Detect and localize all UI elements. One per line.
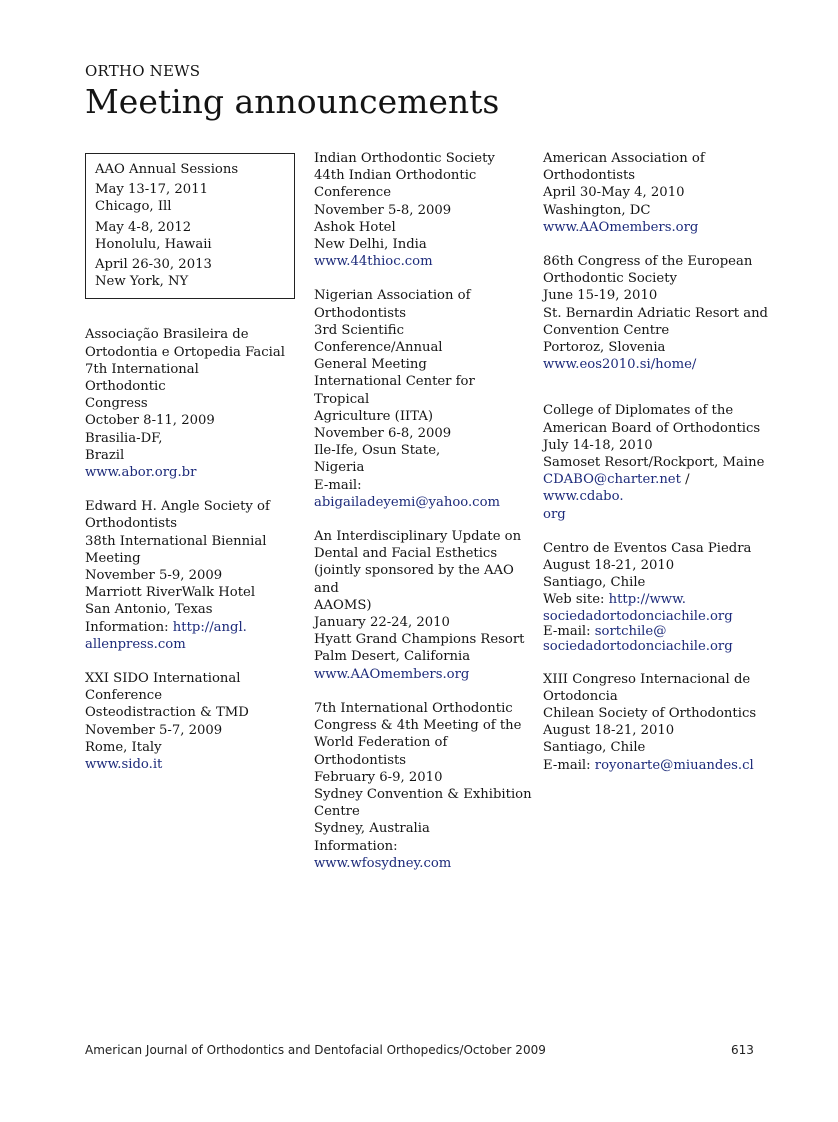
entry-interdisciplinary-update: [314, 528, 534, 683]
session-2013: [95, 256, 285, 290]
entry-nigerian-association: [314, 287, 534, 511]
page-title: Meeting announcements: [85, 82, 500, 121]
entry-line: American Board of Orthodontics: [543, 420, 761, 436]
entry-line: Orthodontists: [543, 168, 636, 184]
entry-line: Indian Orthodontic Society: [314, 151, 495, 166]
entry-line: 44th Indian Orthodontic: [314, 168, 477, 184]
chile-email-link[interactable]: sortchile@: [594, 623, 667, 639]
entry-line: American Association of: [543, 151, 705, 166]
sido-link[interactable]: www.sido.it: [85, 757, 163, 773]
entry-line: An Interdisciplinary Update on: [314, 529, 522, 545]
eos-link[interactable]: www.eos2010.si/home/: [543, 357, 697, 373]
box-title: AAO Annual Sessions: [95, 162, 239, 177]
ioc-link[interactable]: www.44thioc.com: [314, 254, 433, 270]
entry-line: June 15-19, 2010: [543, 288, 658, 304]
entry-line: Meeting: [85, 550, 141, 566]
session-2011: [95, 181, 285, 215]
entry-line: General Meeting: [314, 357, 427, 373]
entry-indian-society: [314, 150, 534, 270]
aao-members-link[interactable]: www.AAOmembers.org: [314, 666, 470, 682]
entry-line: Conference: [314, 185, 392, 201]
entry-line: Associação Brasileira de: [85, 327, 249, 343]
cdabo-web-link[interactable]: www.cdabo.: [543, 489, 624, 505]
chile-email-link-cont[interactable]: sociedadortodonciachile.org: [543, 638, 733, 654]
entry-line: August 18-21, 2010: [543, 723, 675, 739]
entry-line: Ortodoncia: [543, 688, 618, 704]
entry-cdabo: [543, 402, 773, 522]
entry-line: Centro de Eventos Casa Piedra: [543, 540, 752, 556]
entry-line: Centre: [314, 804, 360, 820]
entry-line: Santiago, Chile: [543, 575, 646, 591]
entry-line: (jointly sponsored by the AAO and: [314, 563, 514, 596]
entry-line: Ashok Hotel: [314, 219, 396, 235]
chilean-email-link[interactable]: royonarte@miuandes.cl: [594, 757, 754, 773]
link-prefix: Information:: [85, 619, 173, 635]
entry-line: 7th International: [85, 361, 199, 377]
entry-line: Brasilia-DF,: [85, 430, 163, 446]
entry-line: Conference: [85, 688, 163, 704]
entry-aao: [543, 150, 773, 236]
entry-line: St. Bernardin Adriatic Resort and: [543, 305, 768, 321]
entry-line: New Delhi, India: [314, 237, 427, 253]
entry-line: Congress: [85, 396, 148, 412]
entry-line: Nigeria: [314, 460, 365, 476]
chile-web-link[interactable]: http://www.: [608, 592, 686, 608]
entry-line: April 30-May 4, 2010: [543, 185, 685, 201]
link-prefix: Information:: [314, 838, 398, 854]
angle-link[interactable]: http://angl.: [172, 619, 247, 635]
journal-footer: American Journal of Orthodontics and Dentofacial Orthopedics/October 2009: [85, 1043, 546, 1057]
entry-line: Rome, Italy: [85, 739, 162, 755]
aao-members-link[interactable]: www.AAOmembers.org: [543, 219, 699, 235]
entry-line: January 22-24, 2010: [314, 615, 450, 631]
entry-eos: [543, 253, 773, 373]
session-dates: April 26-30, 2013: [95, 257, 212, 273]
entry-line: November 6-8, 2009: [314, 426, 452, 442]
entry-line: October 8-11, 2009: [85, 413, 215, 429]
entry-sido: [85, 670, 295, 773]
entry-line: November 5-9, 2009: [85, 568, 223, 584]
entry-line: Portoroz, Slovenia: [543, 340, 666, 356]
entry-angle-society: [85, 498, 295, 653]
entry-line: Congress & 4th Meeting of the: [314, 718, 522, 734]
entry-line: August 18-21, 2010: [543, 558, 675, 574]
entry-line: 86th Congress of the European: [543, 254, 753, 270]
session-dates: May 4-8, 2012: [95, 219, 192, 235]
entry-line: Washington, DC: [543, 202, 651, 218]
link-prefix: E-mail:: [543, 757, 595, 773]
entry-line: AAOMS): [314, 597, 372, 613]
entry-line: Sydney, Australia: [314, 821, 430, 837]
page-number: 613: [731, 1043, 754, 1057]
entry-line: Hyatt Grand Champions Resort: [314, 632, 525, 648]
entry-line: Chilean Society of Orthodontics: [543, 706, 757, 722]
entry-line: Ile-Ife, Osun State,: [314, 443, 441, 459]
entry-line: 7th International Orthodontic: [314, 700, 513, 716]
entry-line: Orthodontists: [314, 752, 407, 768]
entry-line: 38th International Biennial: [85, 533, 267, 549]
entry-line: XXI SIDO International: [85, 671, 241, 687]
column-3: [543, 150, 773, 791]
angle-link-cont[interactable]: allenpress.com: [85, 636, 186, 652]
entry-line: San Antonio, Texas: [85, 602, 213, 618]
cdabo-web-link-cont[interactable]: org: [543, 506, 566, 522]
entry-line: Orthodontists: [85, 516, 178, 532]
entry-chilean-congress: [543, 671, 773, 774]
section-label: ORTHO NEWS: [85, 62, 201, 80]
entry-line: July 14-18, 2010: [543, 437, 653, 453]
entry-wfo-congress: [314, 700, 534, 872]
session-dates: May 13-17, 2011: [95, 182, 208, 198]
email-prefix: E-mail:: [543, 623, 595, 639]
entry-line: Dental and Facial Esthetics: [314, 546, 498, 562]
aao-sessions-box: [85, 153, 295, 299]
entry-line: November 5-7, 2009: [85, 722, 223, 738]
entry-line: World Federation of: [314, 735, 448, 751]
nigeria-email-link[interactable]: abigailadeyemi@yahoo.com: [314, 494, 501, 510]
link-prefix: E-mail:: [314, 477, 362, 493]
entry-line: International Center for Tropical: [314, 374, 475, 407]
session-place: New York, NY: [95, 274, 189, 290]
entry-line: Samoset Resort/Rockport, Maine: [543, 455, 765, 471]
session-place: Honolulu, Hawaii: [95, 236, 212, 252]
entry-line: February 6-9, 2010: [314, 769, 443, 785]
chile-web-link-cont[interactable]: sociedadortodonciachile.org: [543, 608, 733, 624]
entry-line: Orthodontic Society: [543, 271, 677, 287]
entry-line: November 5-8, 2009: [314, 202, 452, 218]
entry-line: Ortodontia e Ortopedia Facial: [85, 344, 285, 360]
entry-line: Agriculture (IITA): [314, 408, 433, 424]
entry-casa-piedra: [543, 540, 773, 654]
entry-line: XIII Congreso Internacional de: [543, 671, 751, 687]
entry-line: Brazil: [85, 447, 125, 463]
entry-abor: [85, 326, 295, 481]
entry-line: Nigerian Association of: [314, 288, 471, 304]
column-2: [314, 150, 534, 889]
abor-link[interactable]: www.abor.org.br: [85, 465, 197, 481]
link-separator: /: [680, 472, 690, 488]
entry-line: College of Diplomates of the: [543, 403, 734, 419]
entry-line: Orthodontists: [314, 305, 407, 321]
entry-line: Marriott RiverWalk Hotel: [85, 585, 256, 601]
session-2012: [95, 219, 285, 253]
entry-line: Orthodontic: [85, 379, 166, 395]
entry-line: Convention Centre: [543, 322, 670, 338]
session-place: Chicago, Ill: [95, 199, 172, 215]
column-1: [85, 150, 295, 790]
entry-line: Palm Desert, California: [314, 649, 471, 665]
entry-line: Edward H. Angle Society of: [85, 499, 270, 515]
entry-line: Osteodistraction & TMD: [85, 705, 249, 721]
wfo-link[interactable]: www.wfosydney.com: [314, 855, 452, 871]
cdabo-email-link[interactable]: CDABO@charter.net: [543, 472, 681, 488]
web-prefix: Web site:: [543, 592, 609, 608]
entry-line: 3rd Scientific Conference/Annual: [314, 322, 443, 356]
entry-line: Santiago, Chile: [543, 740, 646, 756]
entry-line: Sydney Convention & Exhibition: [314, 786, 532, 802]
